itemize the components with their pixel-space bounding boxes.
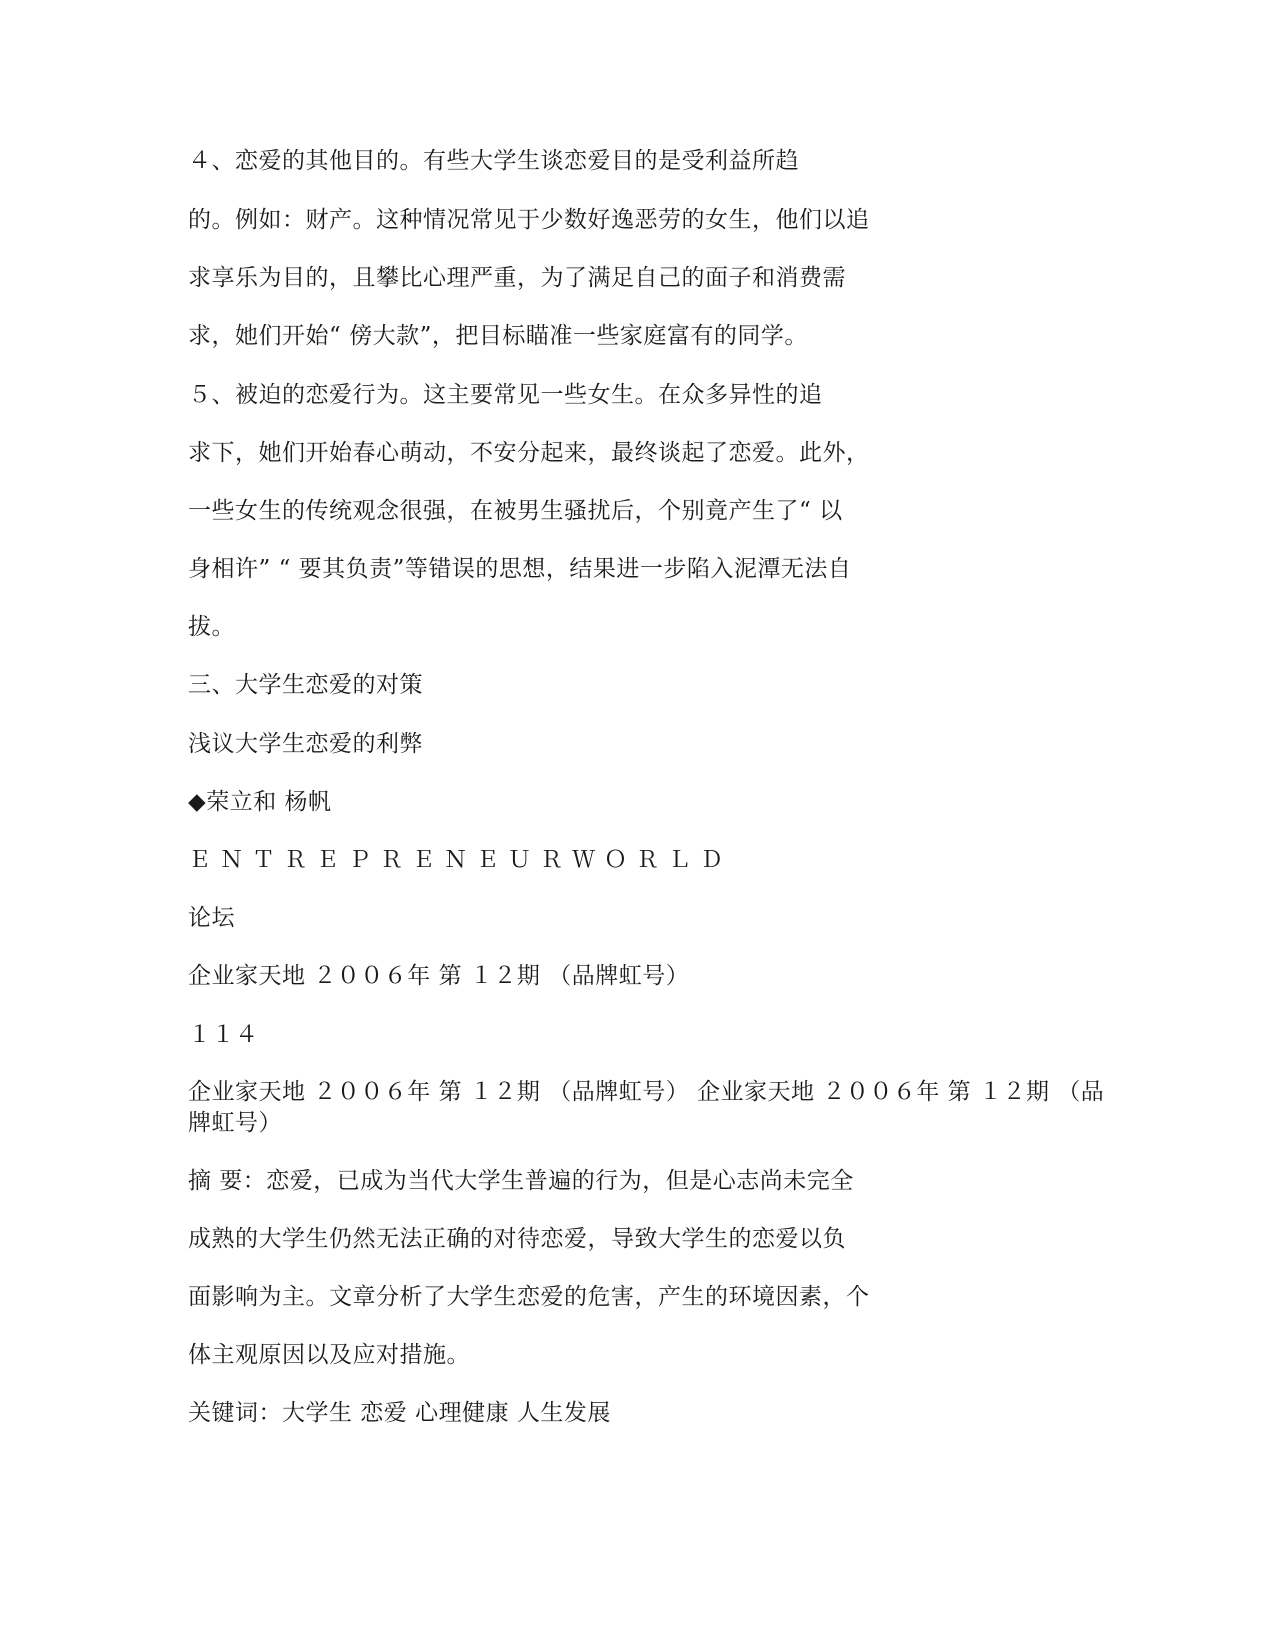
article-title: 浅议大学生恋爱的利弊	[188, 731, 423, 757]
section-heading: 三、大学生恋爱的对策	[188, 672, 423, 698]
page-number: １１４	[188, 1022, 259, 1048]
text-line: 的。例如：财产。这种情况常见于少数好逸恶劳的女生，他们以追	[188, 207, 870, 233]
keywords-line: 关键词：大学生 恋爱 心理健康 人生发展	[188, 1400, 611, 1426]
article-authors: ◆荣立和 杨帆	[188, 789, 332, 815]
text-line: 一些女生的传统观念很强，在被男生骚扰后，个别竟产生了“ 以	[188, 498, 843, 524]
column-label: 论坛	[188, 905, 235, 931]
text-line: 求，她们开始“ 傍大款”，把目标瞄准一些家庭富有的同学。	[188, 323, 808, 349]
text-line: 求下，她们开始春心萌动，不安分起来，最终谈起了恋爱。此外，	[188, 440, 870, 466]
text-line: ５、被迫的恋爱行为。这主要常见一些女生。在众多异性的追	[188, 382, 823, 408]
text-line: ４、恋爱的其他目的。有些大学生谈恋爱目的是受利益所趋	[188, 148, 799, 174]
text-line: 拔。	[188, 614, 235, 640]
abstract-line: 体主观原因以及应对措施。	[188, 1342, 470, 1368]
magazine-name-latin: ＥＮＴＲＥＰＲＥＮＥＵＲＷＯＲＬＤ	[188, 847, 732, 873]
text-line: 身相许” “ 要其负责”等错误的思想，结果进一步陷入泥潭无法自	[188, 556, 852, 582]
journal-issue-line: 企业家天地 ２００６年 第 １２期 （品牌虹号）	[188, 963, 690, 989]
abstract-line: 面影响为主。文章分析了大学生恋爱的危害，产生的环境因素，个	[188, 1284, 870, 1310]
abstract-line: 摘 要：恋爱，已成为当代大学生普遍的行为，但是心志尚未完全	[188, 1168, 854, 1194]
text-line: 求享乐为目的，且攀比心理严重，为了满足自己的面子和消费需	[188, 265, 846, 291]
journal-issue-repeated: 企业家天地 ２００６年 第 １２期 （品牌虹号） 企业家天地 ２００６年 第 １２期 （品牌虹号）	[188, 1079, 1105, 1136]
abstract-line: 成熟的大学生仍然无法正确的对待恋爱，导致大学生的恋爱以负	[188, 1226, 846, 1252]
